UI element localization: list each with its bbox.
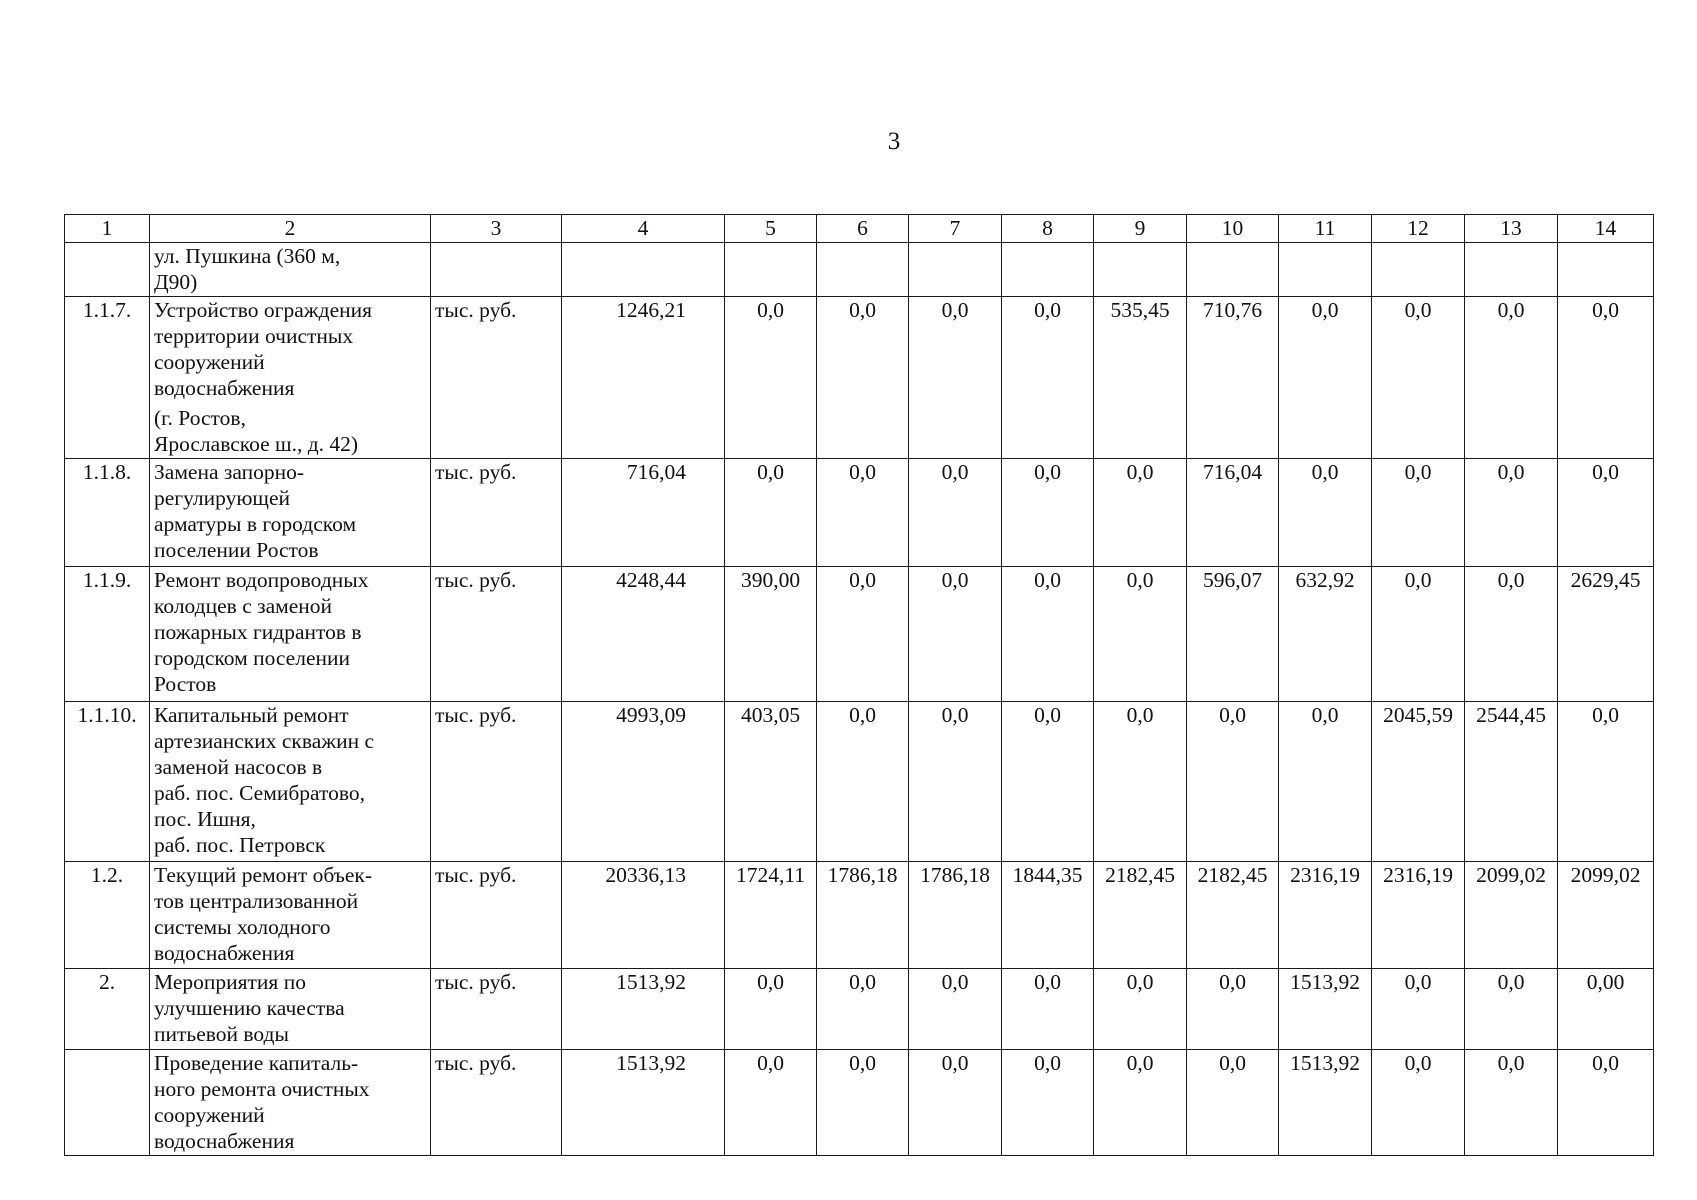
value-cell-col-5: 0,0 [725, 459, 817, 567]
value-cell-col-11: 632,92 [1279, 567, 1372, 702]
column-number-2: 2 [150, 215, 431, 243]
item-name-line: сооружений [154, 1103, 265, 1127]
item-name [150, 969, 431, 1050]
value-cell-col-6: 0,0 [817, 459, 909, 567]
unit-cell: тыс. руб. [431, 297, 562, 459]
item-name-line: системы холодного [154, 915, 331, 939]
value-cell-col-5: 1724,11 [725, 862, 817, 969]
value-cell-col-8: 0,0 [1002, 1050, 1094, 1156]
value-cell-col-7: 0,0 [909, 297, 1002, 459]
value-cell-col-7: 1786,18 [909, 862, 1002, 969]
column-number-5: 5 [725, 215, 817, 243]
value-cell-col-9: 0,0 [1094, 702, 1187, 862]
value-cell-col-9 [1094, 243, 1187, 297]
value-cell-col-7: 0,0 [909, 702, 1002, 862]
value-cell-col-4: 4248,44 [562, 567, 725, 702]
item-name-line: раб. пос. Семибратово, [154, 781, 365, 805]
value-cell-col-8: 0,0 [1002, 567, 1094, 702]
item-name-line: артезианских скважин с [154, 729, 375, 753]
item-name-line: Проведение капиталь- [154, 1051, 359, 1075]
item-name [150, 567, 431, 702]
row-number [65, 1050, 150, 1156]
unit-cell: тыс. руб. [431, 459, 562, 567]
budget-table [64, 214, 1654, 1156]
value-cell-col-4: 4993,09 [562, 702, 725, 862]
value-cell-col-5: 0,0 [725, 297, 817, 459]
item-name-line: ул. Пушкина (360 м, [154, 244, 341, 268]
item-name-line: Д90) [154, 270, 198, 294]
item-name-line: ного ремонта очистных [154, 1077, 370, 1101]
item-name-line: сооружений [154, 350, 265, 374]
table-row [65, 1050, 1654, 1156]
table-row [65, 969, 1654, 1050]
value-cell-col-6 [817, 243, 909, 297]
column-number-12: 12 [1372, 215, 1465, 243]
value-cell-col-12 [1372, 243, 1465, 297]
value-cell-col-4: 1513,92 [562, 969, 725, 1050]
row-number: 2. [65, 969, 150, 1050]
value-cell-col-5 [725, 243, 817, 297]
item-name [150, 1050, 431, 1156]
column-number-4: 4 [562, 215, 725, 243]
value-cell-col-7 [909, 243, 1002, 297]
value-cell-col-10: 0,0 [1187, 969, 1279, 1050]
column-number-row [65, 215, 1654, 243]
value-cell-col-9: 2182,45 [1094, 862, 1187, 969]
value-cell-col-13: 0,0 [1465, 459, 1558, 567]
table-body [65, 243, 1654, 1156]
value-cell-col-14: 0,0 [1558, 459, 1654, 567]
table-row [65, 702, 1654, 862]
value-cell-col-12: 0,0 [1372, 297, 1465, 459]
value-cell-col-11: 0,0 [1279, 459, 1372, 567]
value-cell-col-11: 0,0 [1279, 297, 1372, 459]
value-cell-col-12: 2316,19 [1372, 862, 1465, 969]
item-name-line: Замена запорно- [154, 460, 305, 484]
value-cell-col-7: 0,0 [909, 969, 1002, 1050]
value-cell-col-5: 390,00 [725, 567, 817, 702]
item-name-line: Мероприятия по [154, 970, 306, 994]
item-name [150, 297, 431, 459]
value-cell-col-5: 0,0 [725, 1050, 817, 1156]
value-cell-col-13: 2099,02 [1465, 862, 1558, 969]
column-number-9: 9 [1094, 215, 1187, 243]
item-name [150, 862, 431, 969]
value-cell-col-10: 596,07 [1187, 567, 1279, 702]
item-name-line: Капитальный ремонт [154, 703, 349, 727]
column-number-8: 8 [1002, 215, 1094, 243]
value-cell-col-14: 0,0 [1558, 1050, 1654, 1156]
item-name-line: Текущий ремонт объек- [154, 863, 373, 887]
value-cell-col-5: 403,05 [725, 702, 817, 862]
value-cell-col-10: 0,0 [1187, 1050, 1279, 1156]
table-row [65, 459, 1654, 567]
item-name-line: территории очистных [154, 324, 354, 348]
value-cell-col-6: 0,0 [817, 297, 909, 459]
value-cell-col-8: 0,0 [1002, 297, 1094, 459]
item-name-line: колодцев с заменой [154, 594, 333, 618]
table-row [65, 862, 1654, 969]
column-number-7: 7 [909, 215, 1002, 243]
value-cell-col-11: 2316,19 [1279, 862, 1372, 969]
value-cell-col-13: 0,0 [1465, 297, 1558, 459]
item-name [150, 243, 431, 297]
value-cell-col-14: 0,00 [1558, 969, 1654, 1050]
value-cell-col-8: 0,0 [1002, 702, 1094, 862]
value-cell-col-4: 20336,13 [562, 862, 725, 969]
value-cell-col-13: 0,0 [1465, 567, 1558, 702]
column-number-11: 11 [1279, 215, 1372, 243]
value-cell-col-6: 0,0 [817, 702, 909, 862]
item-name-line: водоснабжения [154, 376, 295, 400]
item-name-line: водоснабжения [154, 941, 295, 965]
value-cell-col-7: 0,0 [909, 567, 1002, 702]
value-cell-col-12: 2045,59 [1372, 702, 1465, 862]
item-name-line: (г. Ростов, [154, 406, 246, 430]
value-cell-col-9: 0,0 [1094, 567, 1187, 702]
value-cell-col-6: 0,0 [817, 567, 909, 702]
item-name-line: улучшению качества [154, 996, 345, 1020]
value-cell-col-12: 0,0 [1372, 969, 1465, 1050]
unit-cell: тыс. руб. [431, 1050, 562, 1156]
value-cell-col-6: 1786,18 [817, 862, 909, 969]
column-number-6: 6 [817, 215, 909, 243]
value-cell-col-11 [1279, 243, 1372, 297]
row-number: 1.2. [65, 862, 150, 969]
value-cell-col-10: 0,0 [1187, 702, 1279, 862]
value-cell-col-14: 2629,45 [1558, 567, 1654, 702]
unit-cell [431, 243, 562, 297]
item-name [150, 702, 431, 862]
value-cell-col-10: 716,04 [1187, 459, 1279, 567]
value-cell-col-8: 0,0 [1002, 969, 1094, 1050]
row-number: 1.1.8. [65, 459, 150, 567]
column-number-13: 13 [1465, 215, 1558, 243]
value-cell-col-10: 710,76 [1187, 297, 1279, 459]
value-cell-col-13 [1465, 243, 1558, 297]
value-cell-col-10: 2182,45 [1187, 862, 1279, 969]
unit-cell: тыс. руб. [431, 969, 562, 1050]
page-number: 3 [887, 128, 901, 155]
value-cell-col-12: 0,0 [1372, 1050, 1465, 1156]
row-number: 1.1.7. [65, 297, 150, 459]
column-number-3: 3 [431, 215, 562, 243]
row-number [65, 243, 150, 297]
value-cell-col-5: 0,0 [725, 969, 817, 1050]
row-number: 1.1.9. [65, 567, 150, 702]
value-cell-col-4: 716,04 [562, 459, 725, 567]
value-cell-col-7: 0,0 [909, 459, 1002, 567]
column-number-10: 10 [1187, 215, 1279, 243]
value-cell-col-12: 0,0 [1372, 459, 1465, 567]
item-name-line: регулирующей [154, 486, 291, 510]
value-cell-col-8 [1002, 243, 1094, 297]
item-name-line: арматуры в городском [154, 512, 357, 536]
unit-cell: тыс. руб. [431, 862, 562, 969]
value-cell-col-13: 0,0 [1465, 969, 1558, 1050]
value-cell-col-14: 0,0 [1558, 297, 1654, 459]
value-cell-col-11: 1513,92 [1279, 1050, 1372, 1156]
value-cell-col-14: 2099,02 [1558, 862, 1654, 969]
value-cell-col-8: 0,0 [1002, 459, 1094, 567]
item-name-line: тов централизованной [154, 889, 359, 913]
item-name-line: Ростов [154, 672, 217, 696]
value-cell-col-9: 535,45 [1094, 297, 1187, 459]
table-row [65, 297, 1654, 459]
value-cell-col-9: 0,0 [1094, 969, 1187, 1050]
value-cell-col-4: 1513,92 [562, 1050, 725, 1156]
unit-cell: тыс. руб. [431, 702, 562, 862]
value-cell-col-11: 1513,92 [1279, 969, 1372, 1050]
item-name-line: Ярославское ш., д. 42) [154, 432, 359, 456]
item-name-line: городском поселении [154, 646, 350, 670]
value-cell-col-4 [562, 243, 725, 297]
item-name-line: питьевой воды [154, 1022, 289, 1046]
value-cell-col-13: 2544,45 [1465, 702, 1558, 862]
item-name-line: пожарных гидрантов в [154, 620, 362, 644]
item-name-line: пос. Ишня, [154, 807, 256, 831]
item-name-line: заменой насосов в [154, 755, 323, 779]
table-row [65, 243, 1654, 297]
value-cell-col-14: 0,0 [1558, 702, 1654, 862]
item-name-line: Устройство ограждения [154, 298, 373, 322]
value-cell-col-4: 1246,21 [562, 297, 725, 459]
value-cell-col-6: 0,0 [817, 1050, 909, 1156]
value-cell-col-8: 1844,35 [1002, 862, 1094, 969]
item-name [150, 459, 431, 567]
item-name-line: поселении Ростов [154, 538, 319, 562]
value-cell-col-13: 0,0 [1465, 1050, 1558, 1156]
value-cell-col-12: 0,0 [1372, 567, 1465, 702]
value-cell-col-6: 0,0 [817, 969, 909, 1050]
value-cell-col-10 [1187, 243, 1279, 297]
table-row [65, 567, 1654, 702]
value-cell-col-9: 0,0 [1094, 459, 1187, 567]
value-cell-col-7: 0,0 [909, 1050, 1002, 1156]
column-number-1: 1 [65, 215, 150, 243]
item-name-line: Ремонт водопроводных [154, 568, 369, 592]
row-number: 1.1.10. [65, 702, 150, 862]
value-cell-col-9: 0,0 [1094, 1050, 1187, 1156]
item-name-line: водоснабжения [154, 1129, 295, 1153]
item-name-line: раб. пос. Петровск [154, 833, 326, 857]
unit-cell: тыс. руб. [431, 567, 562, 702]
value-cell-col-11: 0,0 [1279, 702, 1372, 862]
column-number-14: 14 [1558, 215, 1654, 243]
value-cell-col-14 [1558, 243, 1654, 297]
